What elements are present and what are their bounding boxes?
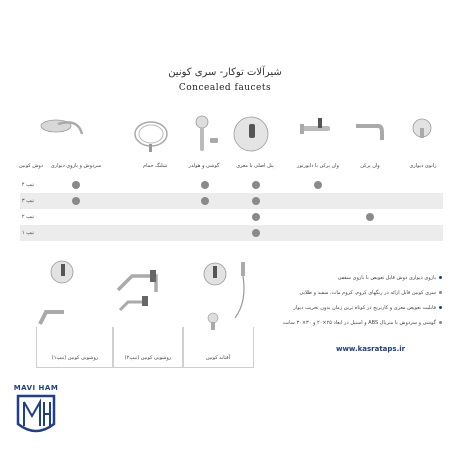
- column-header: گوشی و هولدر: [188, 163, 220, 169]
- shower-head-arm-icon: [38, 112, 88, 160]
- table-row: [20, 225, 443, 241]
- title-english: Concealed faucets: [178, 83, 272, 93]
- row-label: تیپ ۱: [21, 230, 34, 236]
- bullet-icon: [439, 276, 442, 279]
- set-box-type2: [112, 327, 184, 368]
- feature-text: گوشی و سردوش با متریال ABS و استیل در ابعاد ۲۵×۲۰ و ۳۰×۳۰ سانت: [282, 320, 436, 326]
- basin-faucet-type1-icon: [36, 258, 86, 328]
- column-header: وان پرکن: [360, 163, 380, 169]
- brand-name: MAVI HAM: [13, 384, 59, 392]
- website-link[interactable]: www.kasrataps.ir: [336, 345, 406, 353]
- brand-logo-icon: [14, 394, 58, 440]
- feature-item: [338, 275, 442, 281]
- bullet-icon: [439, 291, 442, 294]
- tub-spout-icon: [348, 112, 398, 160]
- bullet-icon: [439, 321, 442, 324]
- feature-item: [299, 290, 442, 296]
- hose-icon: [125, 112, 175, 160]
- set-box-bidet: [182, 327, 254, 368]
- row-label: تیپ ۳: [21, 198, 34, 204]
- column-header: وان پرکن با دایورتور: [297, 163, 339, 169]
- bidet-sprayer-icon: [195, 258, 255, 338]
- bullet-icon: [439, 306, 442, 309]
- set-label: آفتابه کونین: [205, 355, 231, 361]
- table-row: [20, 193, 443, 209]
- wall-elbow-icon: [398, 112, 448, 160]
- hand-shower-icon: [180, 112, 230, 160]
- column-header: شلنگ حمام: [142, 163, 168, 169]
- row-label: تیپ ۲: [21, 214, 34, 220]
- main-panel-icon: [226, 112, 276, 160]
- feature-text: بازوی دیواری دوش قابل تعویض با بازوی سقفی: [337, 275, 436, 281]
- basin-faucet-type2-icon: [112, 262, 168, 328]
- feature-text: قابلیت تعویض مغزی و کارتریج در کوتاه ترین زمان بدون تخریب دیوار: [293, 305, 436, 311]
- column-header: سردوش و بازوی دیواری: [50, 163, 102, 169]
- feature-item: [283, 320, 442, 326]
- column-header: پنل اصلی با مغزی: [236, 163, 274, 169]
- column-header: دوش کونین: [18, 163, 43, 169]
- feature-item: [293, 305, 442, 311]
- set-label: روشویی کونین (تیپ۱): [51, 355, 99, 361]
- title-persian: شیرآلات توکار- سری کونین: [168, 67, 282, 78]
- row-label: تیپ ۴: [21, 182, 34, 188]
- feature-text: سری کونین قابل ارائه در رنگهای کروم، کروم مات، سفید و طلایی: [299, 290, 436, 296]
- tub-spout-diverter-icon: [294, 112, 344, 160]
- table-row: [20, 209, 443, 225]
- column-header: زانوی دیواری: [409, 163, 437, 169]
- table-row: [20, 177, 443, 193]
- set-box-type1: [36, 327, 114, 368]
- set-label: روشویی کونین (تیپ۲): [124, 355, 172, 361]
